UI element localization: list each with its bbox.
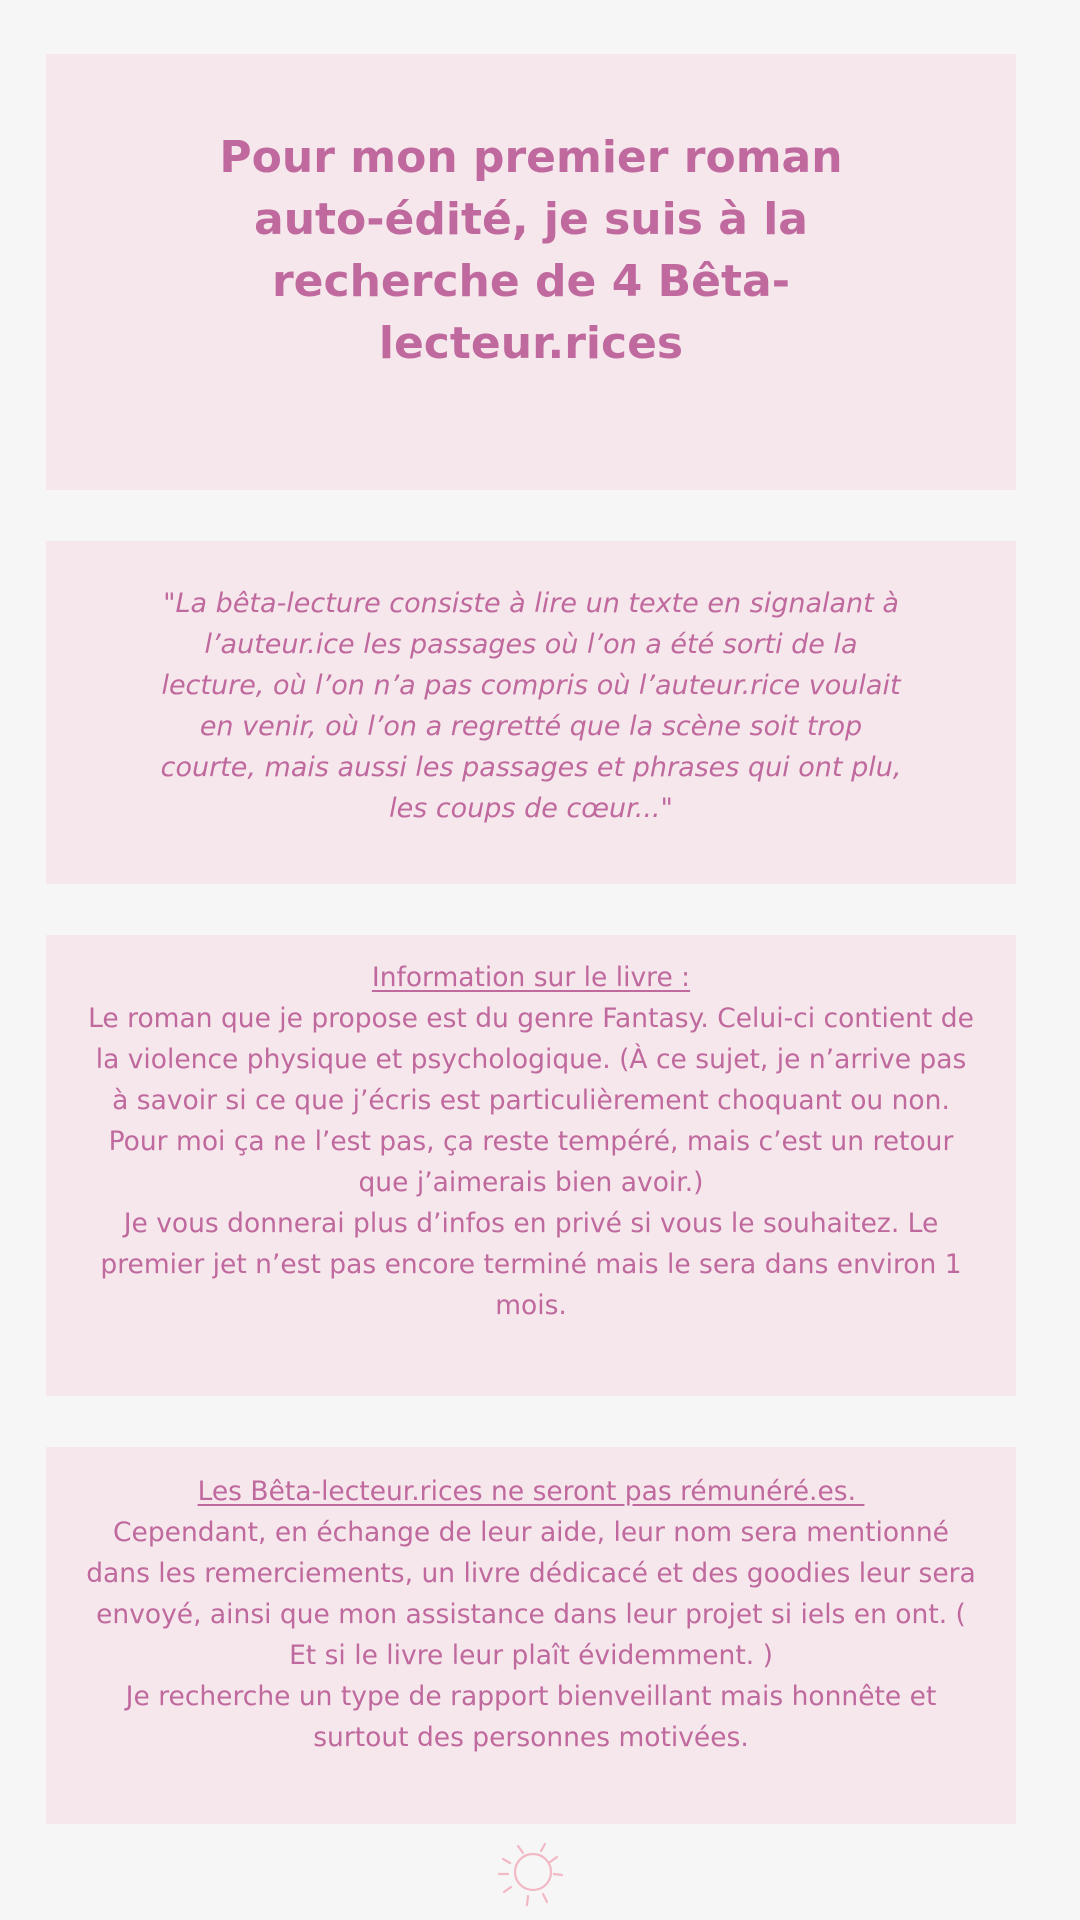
definition-quote: "La bêta-lecture consiste à lire un texte en signalant à l’auteur.ice les passages où l’on a été sorti de la lecture, où l’on n’a pas compris où l’auteur.rice voulait en venir, où l’on a regretté que la scène soit trop courte, mais aussi les passages et phrases qui ont plu, les coups de cœur..." bbox=[160, 588, 902, 824]
page-title: Pour mon premier roman auto-édité, je suis à la recherche de 4 Bêta-lecteur.rices bbox=[219, 132, 843, 369]
title-card bbox=[46, 54, 1016, 490]
quote-card bbox=[46, 541, 1016, 884]
book-info-heading: Information sur le livre : bbox=[371, 962, 691, 993]
sun-icon bbox=[490, 1832, 570, 1912]
book-info-text: Le roman que je propose est du genre Fantasy. Celui-ci contient de la violence physique et psychologique. (À ce sujet, je n’arrive pas à savoir si ce que j’écris est particulièrement choquant ou non. Pour moi ça ne l’est pas, ça reste tempéré, mais c’est un retour que j’aimerais bien avoir.) Je vous donnerai plus d’infos en privé si vous le souhaitez. Le premier jet n’est pas encore terminé mais le sera dans environ 1 mois. bbox=[88, 1003, 974, 1321]
book-info-card bbox=[46, 935, 1016, 1396]
reward-card bbox=[46, 1447, 1016, 1824]
reward-heading: Les Bêta-lecteur.rices ne seront pas rémunéré.es. bbox=[197, 1476, 865, 1507]
reward-text: Cependant, en échange de leur aide, leur nom sera mentionné dans les remerciements, un livre dédicacé et des goodies leur sera envoyé, ainsi que mon assistance dans leur projet si iels en ont. ( Et si le livre leur plaît évidemment. ) Je recherche un type de rapport bienveillant mais honnête et surtout des personnes motivées. bbox=[86, 1517, 976, 1753]
